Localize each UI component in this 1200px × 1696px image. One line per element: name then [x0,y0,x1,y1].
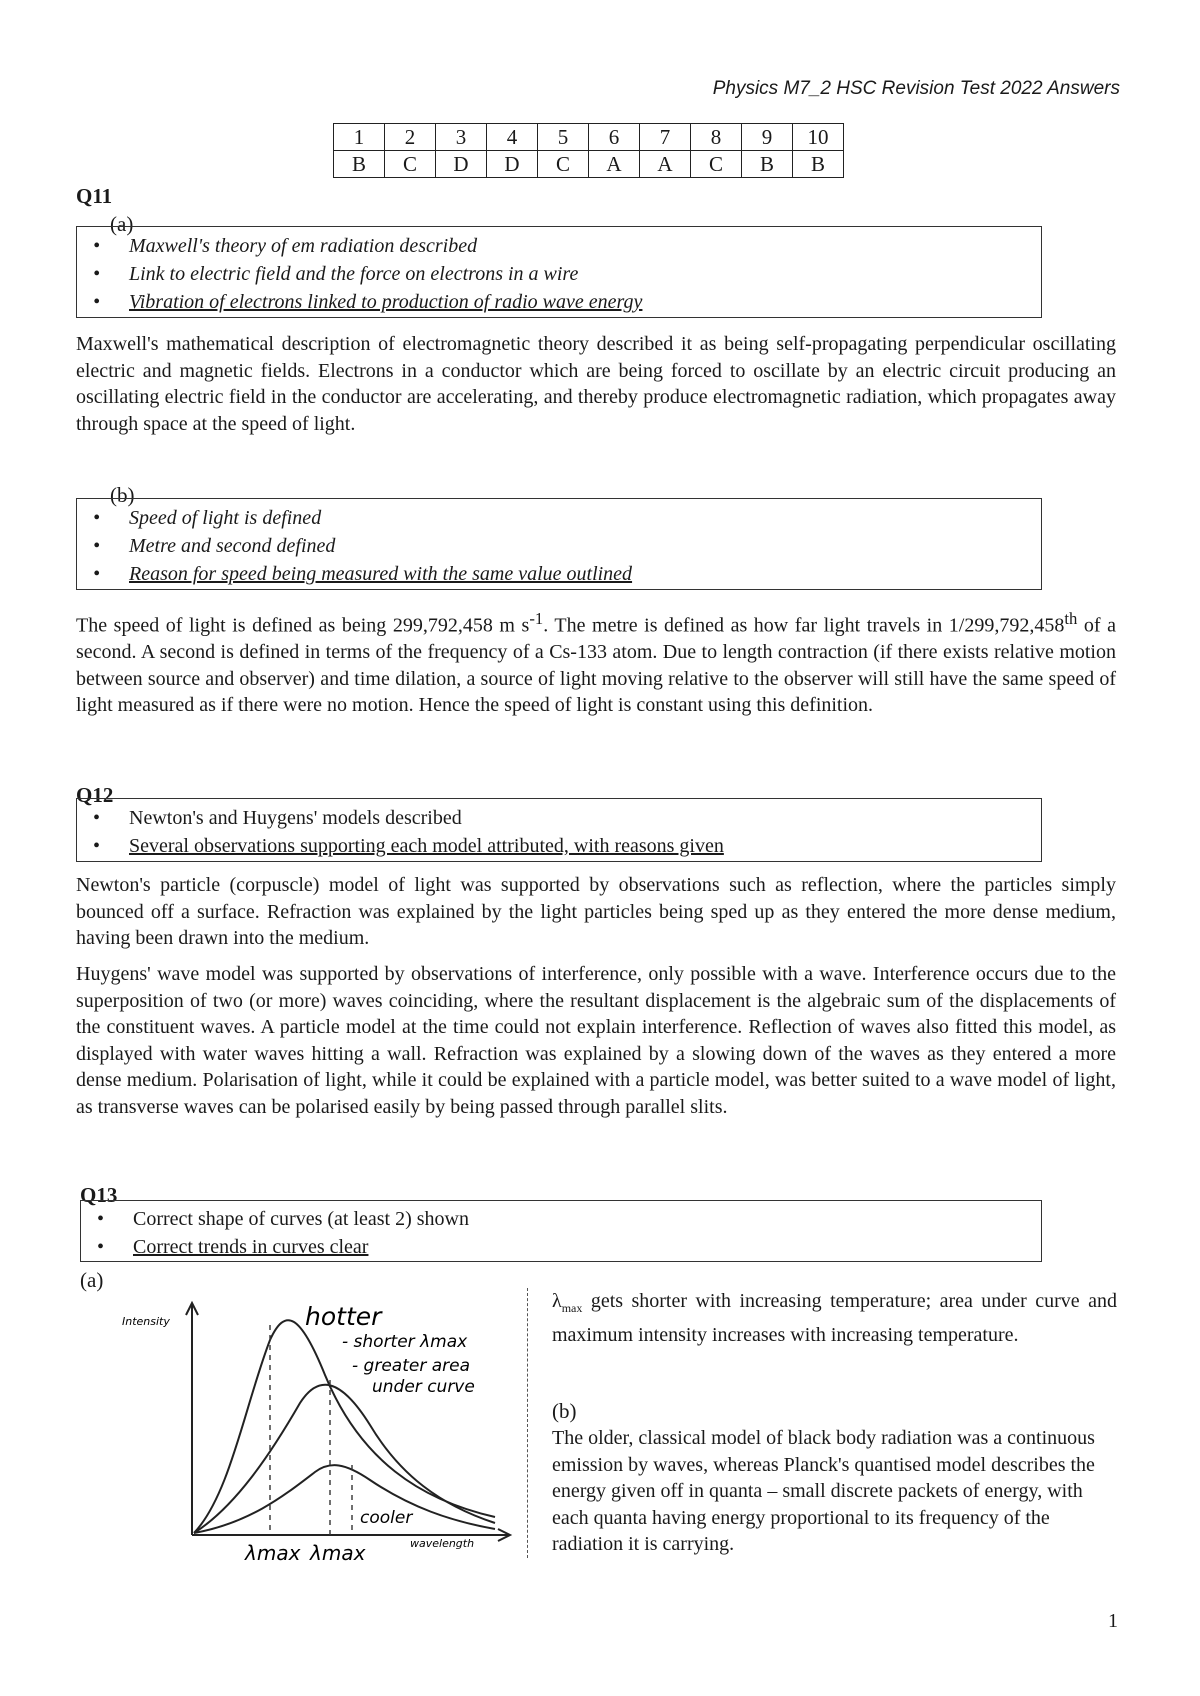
mc-answer: C [385,151,436,178]
q12-answer-huygens: Huygens' wave model was supported by observations of interference, only possible with a wave. Interference occurs due to the superposition of two (or more) waves coinciding, where the resultant displacement is the algebraic sum of the displacements of the constituent waves. A particle model at the time could not explain interference. Reflection of waves also fitted this model, as displayed with water waves hitting a wall. Refraction was explained by a slowing down of the waves as they entered a more dense medium. Polarisation of light, while it could be explained with a particle model, was better suited to a wave model of light, as transverse waves can be polarised easily by being passed through parallel slits. [76,963,1116,1118]
hot-curve [194,1320,495,1533]
criteria-item: • Correct shape of curves (at least 2) shown [133,1205,1041,1233]
q13a-answer [552,1288,1117,1348]
mc-question-number: 10 [793,124,844,151]
x-axis-label: wavelength [410,1537,475,1550]
q11a-answer: Maxwell's mathematical description of electromagnetic theory described it as being self-propagating perpendicular oscillating electric and magnetic fields. Electrons in a conductor which are being forced to oscillate by an electric circuit producing an oscillating electric field in the conductor are accelerating, and thereby produce electromagnetic radiation, which propagates away through space at the speed of light. [76,333,1116,435]
mc-answer: A [640,151,691,178]
criteria-item: • Reason for speed being measured with the same value outlined [129,560,1041,588]
mc-answer: D [436,151,487,178]
mc-question-number: 1 [334,124,385,151]
q11a-criteria-box [76,226,1042,318]
middle-curve [194,1385,495,1533]
q11a-label: (a) [110,212,134,236]
q13-heading: Q13 [80,1183,118,1207]
cool-curve [194,1465,495,1533]
q11b-criteria-box [76,498,1042,590]
q13-criteria-box [80,1200,1042,1262]
mc-answer-table [333,123,844,178]
lambda-subscript: max [561,1301,583,1315]
mc-question-number: 2 [385,124,436,151]
q11b-answer [76,606,1116,719]
mc-question-number: 6 [589,124,640,151]
note-cooler: cooler [360,1508,413,1528]
lambda-symbol: λ [552,1290,562,1312]
q11b-answer-part: of a second. A second is defined in terms of the frequency of a Cs-133 atom. Due to length contraction (if there exists relative motion between source and observer) and time dilation, a source of light moving relative to the observer will still have the same speed of light measured as if there were no motion. Hence the speed of light is constant using this definition. [76,614,1116,717]
mc-question-number: 5 [538,124,589,151]
criteria-item: • Metre and second defined [129,532,1041,560]
mc-answer: B [334,151,385,178]
criteria-item: • Correct trends in curves clear [133,1233,1041,1261]
y-axis-label: Intensity [122,1315,170,1328]
mc-answer: C [691,151,742,178]
mc-answer: A [589,151,640,178]
q11b-answer-part: . The metre is defined as how far light travels in 1/299,792,458 [543,614,1065,637]
note-greater-area: - greater area [352,1356,470,1376]
note-lambda-max-2: λmax [310,1541,366,1565]
q12-answer-newton: Newton's particle (corpuscle) model of light was supported by observations such as reflection, where the particles simply bounced off a surface. Refraction was explained by the light particles being sped up as they entered the more dense medium, having been drawn into the medium. [76,874,1116,949]
mc-question-row [334,124,844,151]
q13b-label: (b) [552,1399,577,1423]
note-hotter: hotter [305,1302,382,1331]
q11-heading: Q11 [76,184,113,208]
q13b-answer: The older, classical model of black body radiation was a continuous emission by waves, whereas Planck's quantised model describes the energy given off in quanta – small discrete packets of energy, with each quanta having energy proportional to its frequency of the radiation it is carrying. [552,1427,1095,1555]
q13a-label: (a) [80,1268,104,1292]
mc-question-number: 7 [640,124,691,151]
mc-answer-row [334,151,844,178]
mc-question-number: 9 [742,124,793,151]
note-shorter-lambda: - shorter λmax [342,1332,468,1352]
q12-heading: Q12 [76,783,114,807]
criteria-item: • Maxwell's theory of em radiation described [129,232,1041,260]
q11b-answer-sup: th [1064,609,1078,628]
mc-question-number: 3 [436,124,487,151]
mc-answer: B [742,151,793,178]
criteria-item: • Link to electric field and the force on electrons in a wire [129,260,1041,288]
criteria-item: • Several observations supporting each model attributed, with reasons given [129,832,1041,860]
q13a-answer-text: gets shorter with increasing temperature; area under curve and maximum intensity increases with increasing temperature. [552,1290,1117,1346]
page-header: Physics M7_2 HSC Revision Test 2022 Answers [712,78,1120,99]
q11b-answer-part: The speed of light is defined as being 299,792,458 m s [76,614,530,637]
mc-answer: B [793,151,844,178]
blackbody-graph [110,1285,530,1565]
note-under-curve: under curve [372,1377,475,1397]
mc-question-number: 4 [487,124,538,151]
page-number: 1 [1108,1610,1118,1632]
criteria-item: • Newton's and Huygens' models described [129,804,1041,832]
mc-answer: C [538,151,589,178]
q11b-answer-sup: -1 [529,609,544,628]
mc-question-number: 8 [691,124,742,151]
mc-answer: D [487,151,538,178]
criteria-item: • Vibration of electrons linked to production of radio wave energy [129,288,1041,316]
criteria-item: • Speed of light is defined [129,504,1041,532]
note-lambda-max-1: λmax [245,1541,301,1565]
q12-criteria-box [76,798,1042,862]
column-divider [527,1288,528,1558]
q11b-label: (b) [110,483,135,507]
